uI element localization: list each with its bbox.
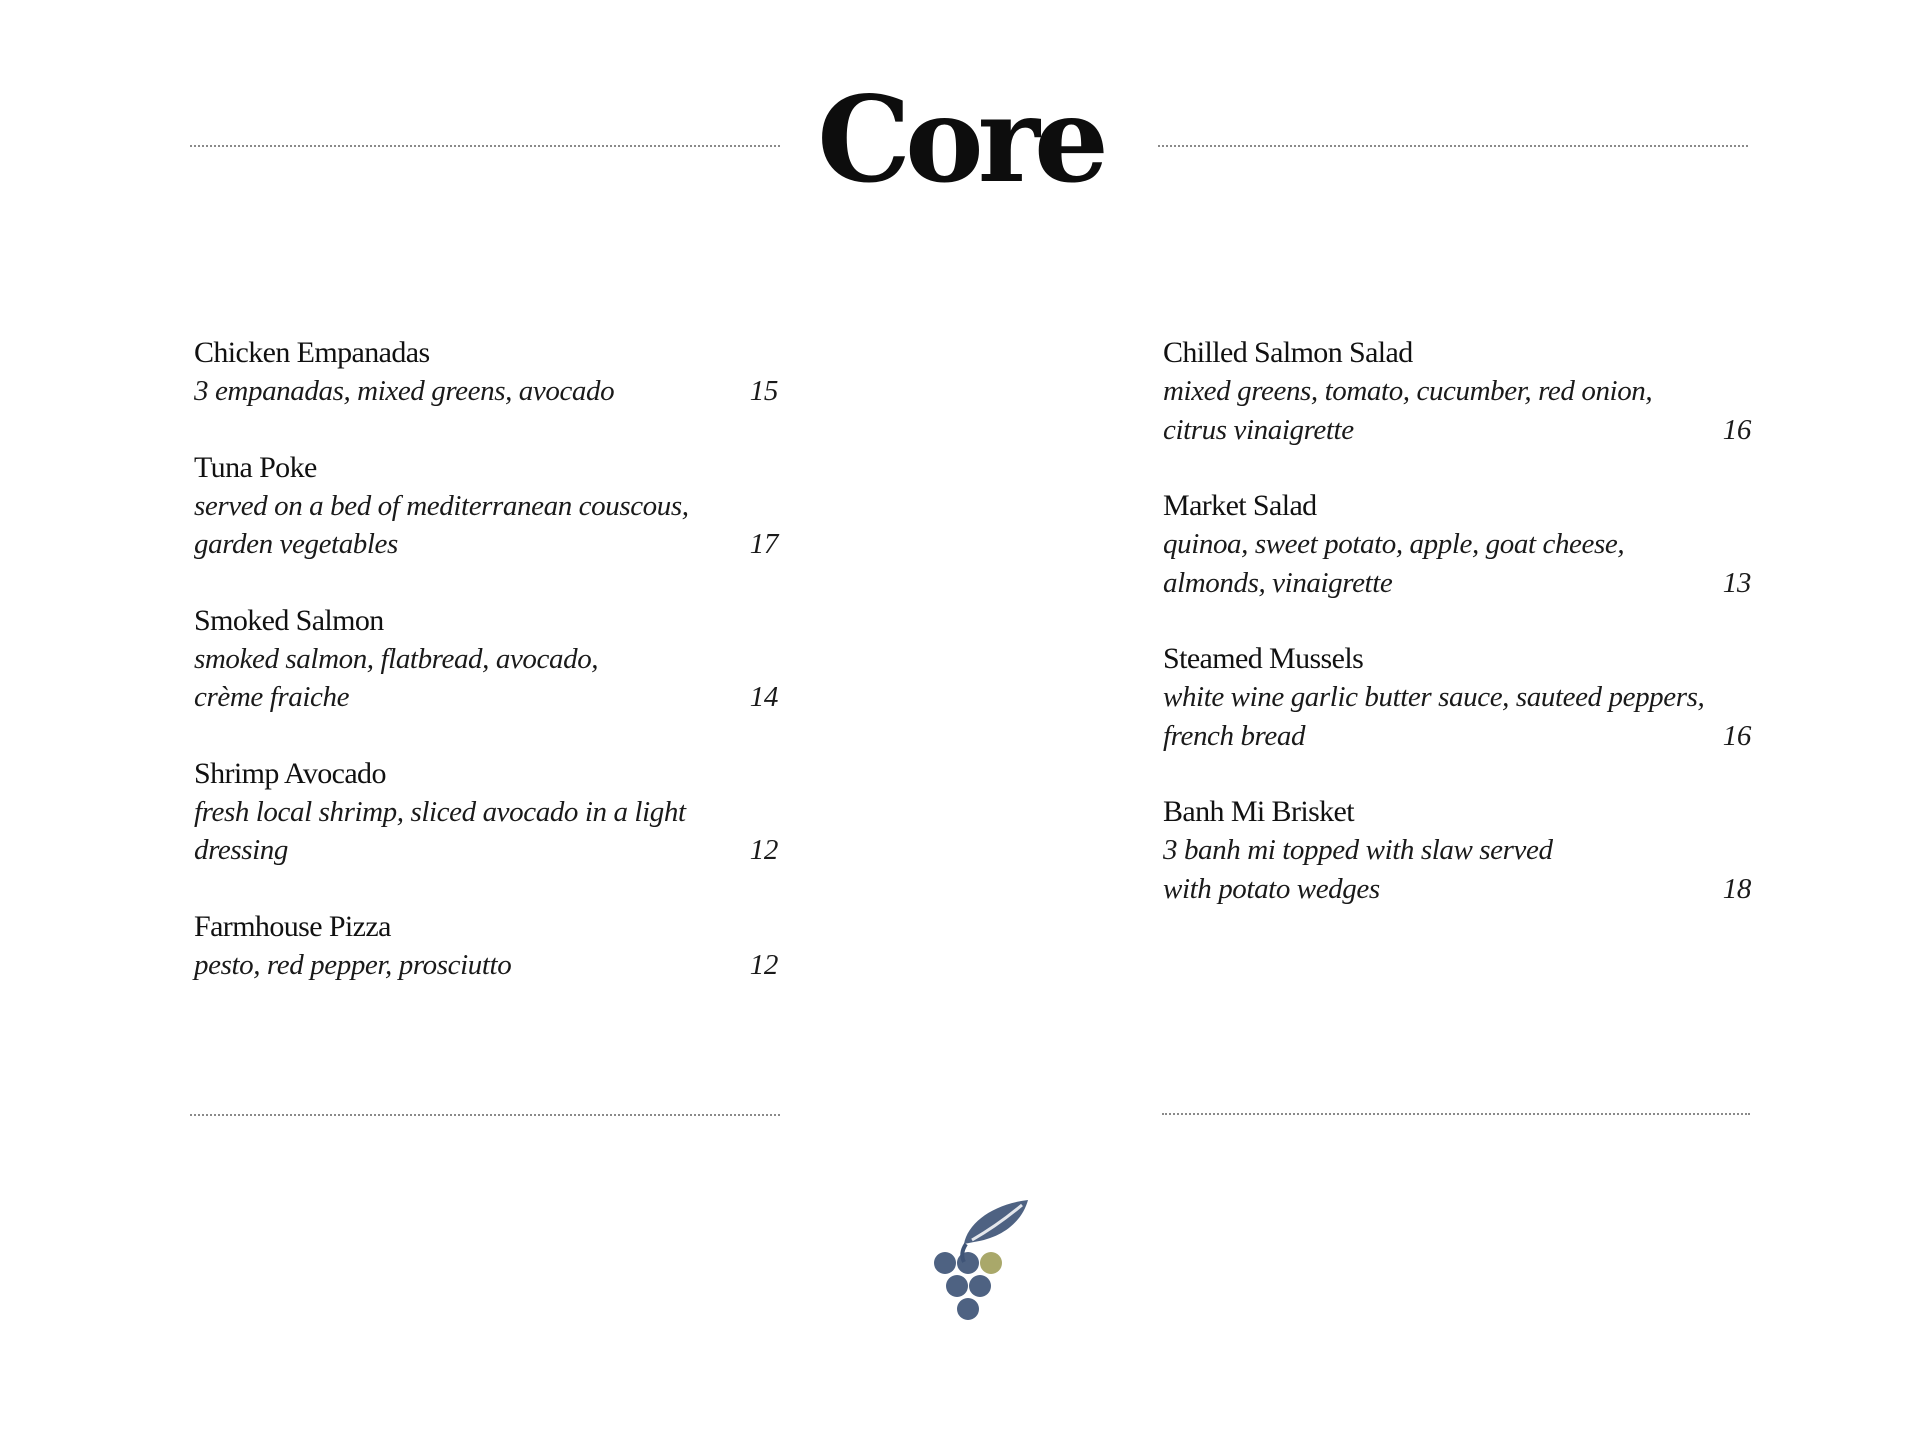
menu-item-name: Tuna Poke (194, 450, 317, 484)
menu-item-description-row (194, 525, 780, 564)
menu-item-description-row (194, 640, 780, 679)
bottom-left-dotted-rule (190, 1114, 780, 1116)
menu-item-tuna-poke (194, 449, 780, 564)
menu-item-description: crème fraiche (194, 681, 350, 713)
menu-item-description: garden vegetables (194, 528, 398, 560)
menu-item-price: 16 (1722, 413, 1751, 446)
menu-item-name: Chilled Salmon Salad (1163, 336, 1413, 369)
menu-item-price: 12 (749, 834, 778, 866)
menu-section-title: Core (817, 70, 1103, 209)
menu-item-description-row (1163, 372, 1753, 411)
menu-item-name: Banh Mi Brisket (1163, 795, 1354, 828)
menu-item-description: with potato wedges (1163, 872, 1380, 905)
menu-item-market-salad (1163, 487, 1753, 602)
menu-item-description: dressing (194, 834, 289, 866)
grape-5 (969, 1275, 991, 1297)
menu-item-description: fresh local shrimp, sliced avocado in a light (194, 795, 686, 828)
menu-item-description: smoked salmon, flatbread, avocado, (194, 642, 599, 675)
menu-item-name: Smoked Salmon (194, 603, 384, 637)
menu-right-column (1163, 334, 1753, 908)
menu-item-name: Shrimp Avocado (194, 756, 386, 790)
menu-item-name: Farmhouse Pizza (194, 909, 391, 943)
menu-item-description-row (1163, 870, 1753, 909)
grape-2 (957, 1252, 979, 1274)
menu-item-description: 3 empanadas, mixed greens, avocado (194, 375, 615, 407)
menu-item-description: quinoa, sweet potato, apple, goat cheese, (1163, 528, 1625, 560)
grape-cluster-logo (928, 1192, 1038, 1332)
menu-item-description-row (194, 678, 780, 717)
menu-item-description: 3 banh mi topped with slaw served (1163, 834, 1553, 866)
menu-item-steamed-mussels (1163, 640, 1753, 755)
menu-item-description-row (194, 372, 780, 411)
menu-item-description-row (194, 946, 780, 985)
menu-item-description: citrus vinaigrette (1163, 413, 1354, 446)
menu-item-description-row (1163, 678, 1753, 717)
grape-3-olive (980, 1252, 1002, 1274)
menu-item-description-row (1163, 831, 1753, 870)
menu-item-price: 17 (749, 528, 778, 560)
grape-4 (946, 1275, 968, 1297)
menu-item-description-row (1163, 717, 1753, 756)
menu-item-chilled-salmon-salad (1163, 334, 1753, 449)
menu-item-description-row (1163, 564, 1753, 603)
bottom-right-dotted-rule (1162, 1113, 1750, 1115)
menu-item-description-row (1163, 411, 1753, 450)
grape-6 (957, 1298, 979, 1320)
menu-item-description: served on a bed of mediterranean couscous, (194, 489, 689, 522)
menu-item-description: mixed greens, tomato, cucumber, red onion, (1163, 375, 1653, 407)
grape-1 (934, 1252, 956, 1274)
menu-left-column (194, 334, 780, 984)
menu-item-price: 13 (1722, 566, 1751, 599)
menu-item-smoked-salmon (194, 602, 780, 717)
menu-item-description-row (194, 487, 780, 526)
menu-item-description: pesto, red pepper, prosciutto (194, 948, 512, 981)
menu-item-description-row (1163, 525, 1753, 564)
menu-item-price: 18 (1722, 872, 1751, 905)
menu-item-description-row (194, 831, 780, 870)
menu-item-description: white wine garlic butter sauce, sauteed peppers, (1163, 681, 1705, 713)
menu-item-name: Steamed Mussels (1163, 642, 1364, 675)
menu-item-name: Chicken Empanadas (194, 336, 430, 369)
menu-item-price: 15 (749, 375, 778, 407)
menu-item-shrimp-avocado (194, 755, 780, 870)
grape-logo-icon (928, 1192, 1038, 1332)
menu-item-price: 12 (749, 948, 778, 981)
menu-item-description: french bread (1163, 719, 1306, 752)
menu-item-name: Market Salad (1163, 489, 1317, 522)
menu-item-banh-mi-brisket (1163, 793, 1753, 908)
menu-item-chicken-empanadas (194, 334, 780, 411)
menu-item-description: almonds, vinaigrette (1163, 566, 1393, 599)
menu-item-price: 14 (749, 681, 778, 713)
menu-item-farmhouse-pizza (194, 908, 780, 985)
menu-item-price: 16 (1722, 719, 1751, 752)
menu-item-description-row (194, 793, 780, 832)
